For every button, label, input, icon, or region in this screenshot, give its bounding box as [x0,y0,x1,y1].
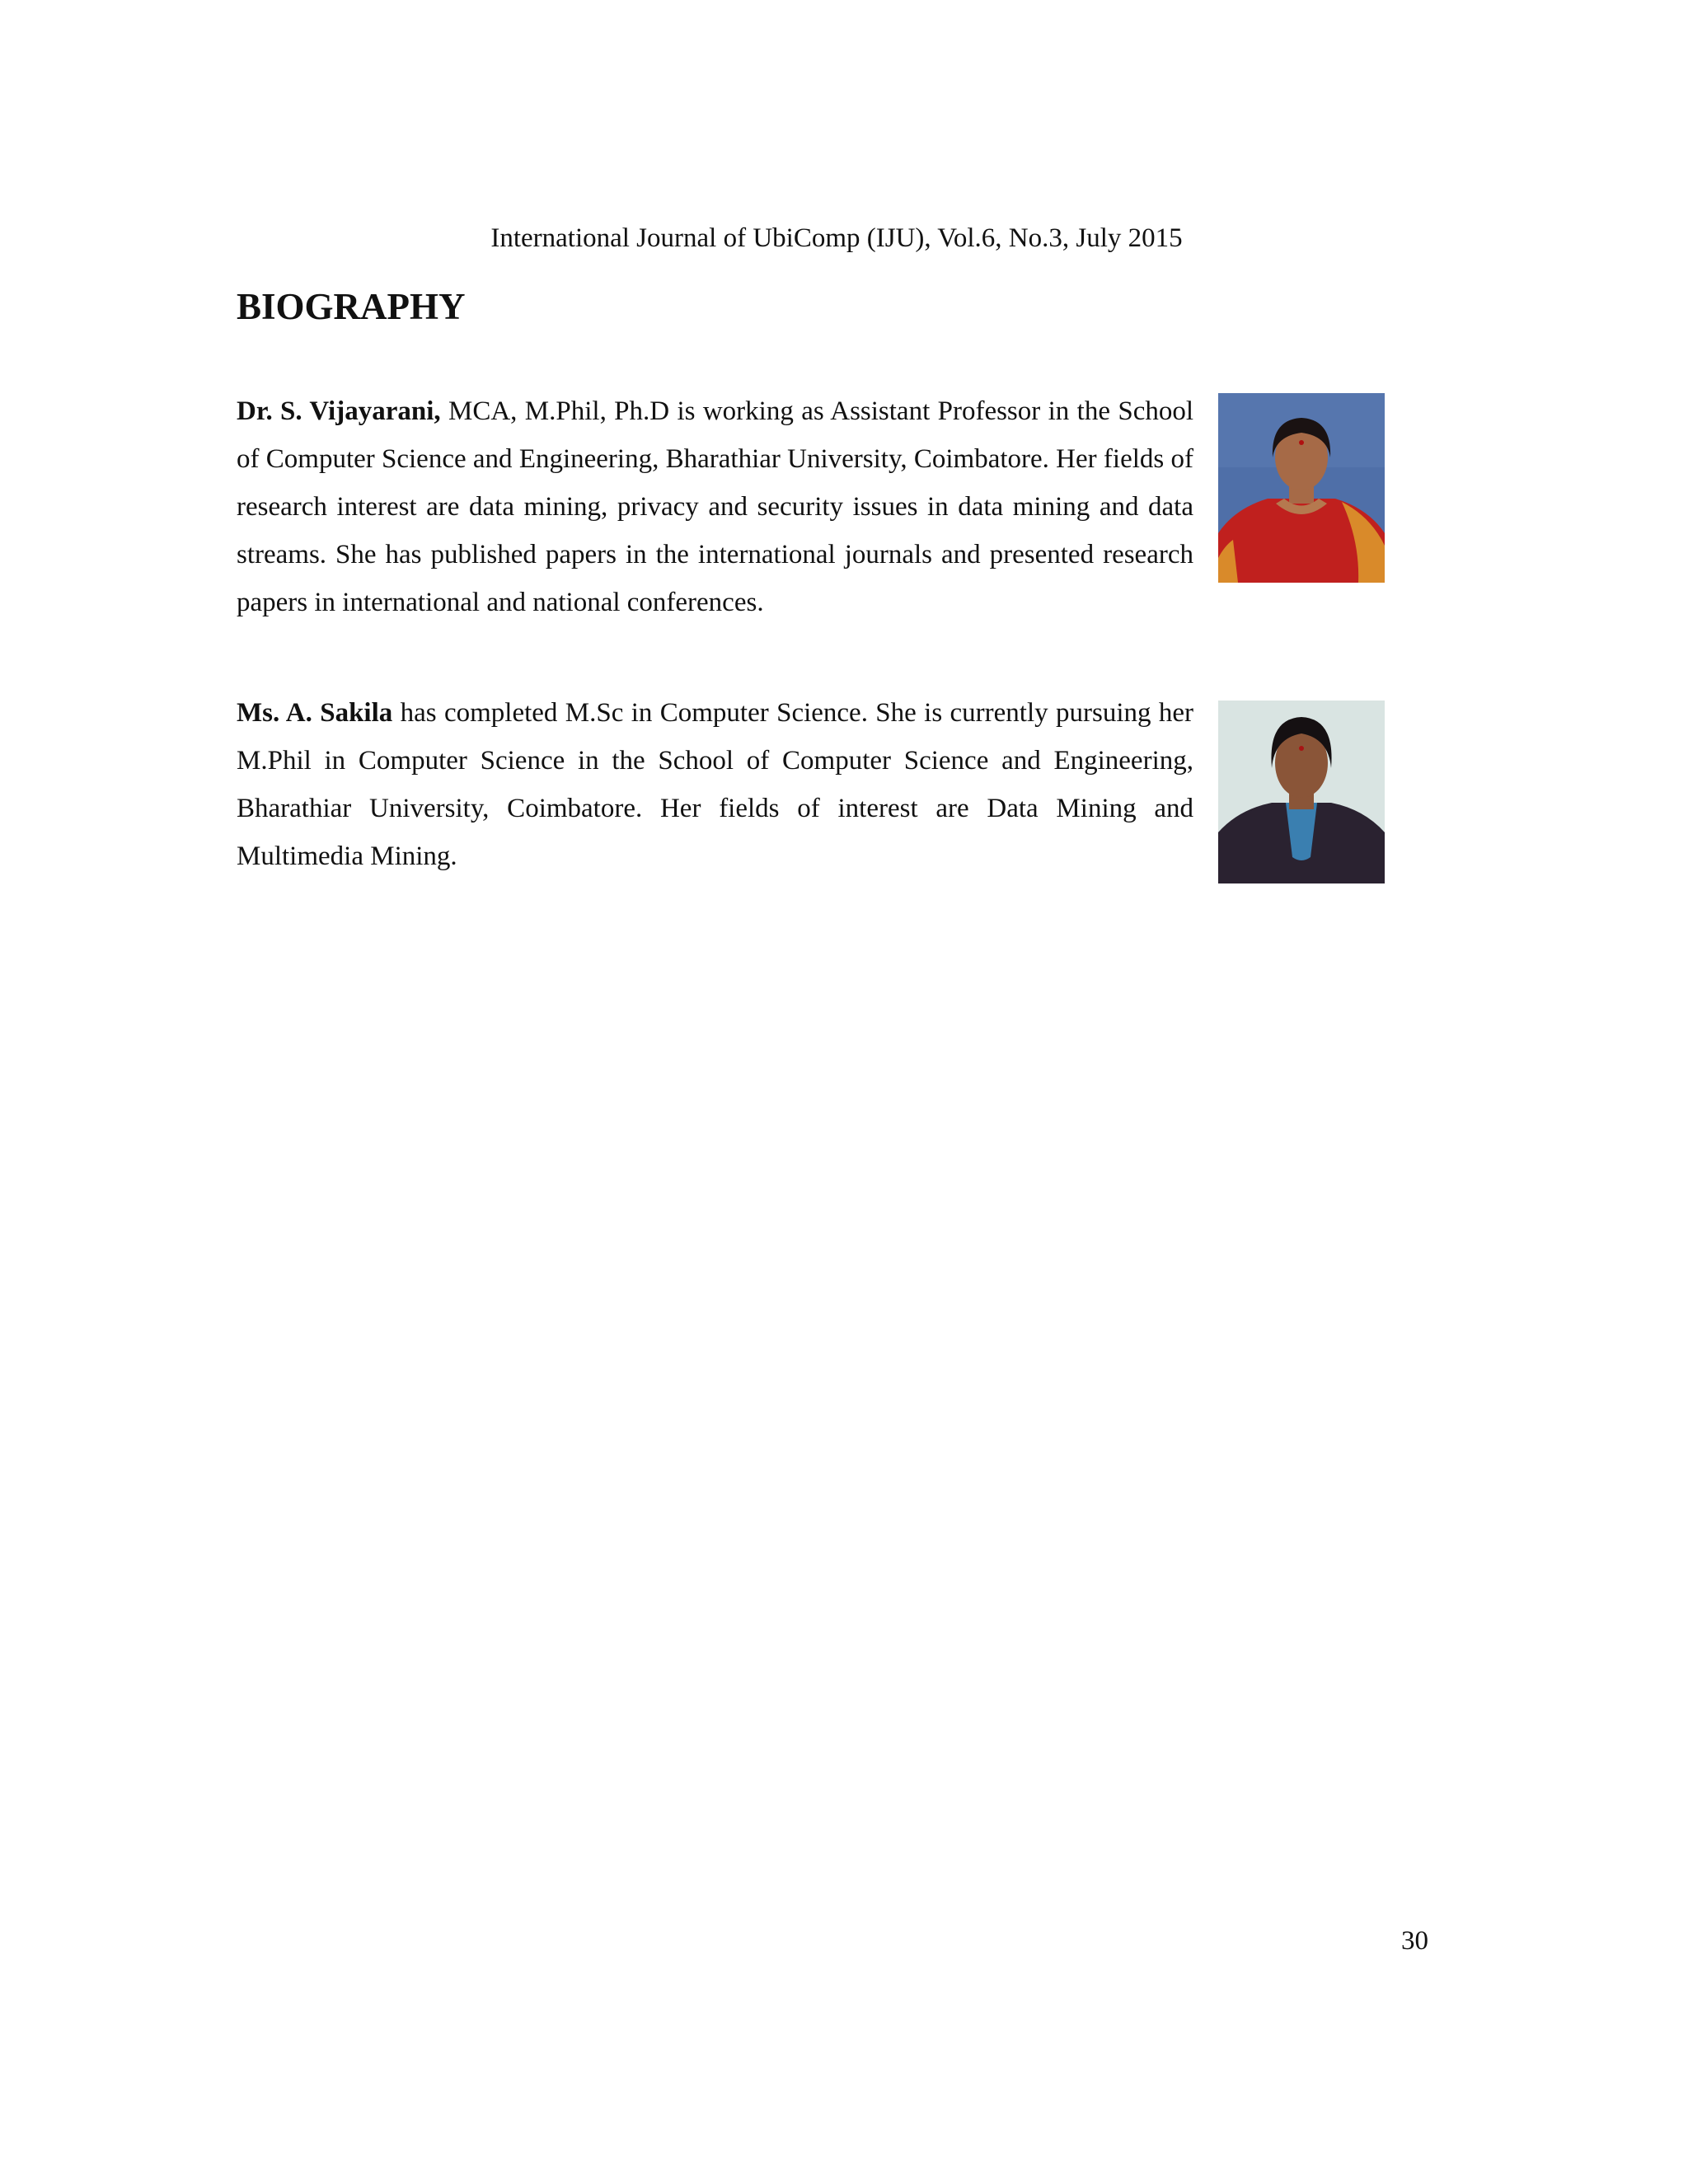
author-name: Dr. S. Vijayarani, [237,396,441,426]
author-photo [1218,393,1385,583]
section-heading: BIOGRAPHY [237,286,466,327]
biography-paragraph [237,689,1193,880]
biography-text: MCA, M.Phil, Ph.D is working as Assistant Professor in the School of Computer Science and Engineering, Bharathiar University, Coimbatore. Her fields of research interest are data mining, privacy and security issues in data mining and data streams. She has published papers in the international journals and presented research papers in international and national conferences. [237,396,1194,617]
biography-paragraph [237,387,1193,626]
page-number: 30 [1401,1926,1428,1956]
author-photo [1218,701,1385,883]
author-name: Ms. A. Sakila [237,698,393,728]
biography-text: has completed M.Sc in Computer Science. She is currently pursuing her M.Phil in Computer Science in the School of Computer Science and Engineering, Bharathiar University, Coimbatore. Her fields of interest are Data Mining and Multimedia Mining. [237,698,1194,871]
running-header: International Journal of UbiComp (IJU), Vol.6, No.3, July 2015 [490,223,1183,253]
